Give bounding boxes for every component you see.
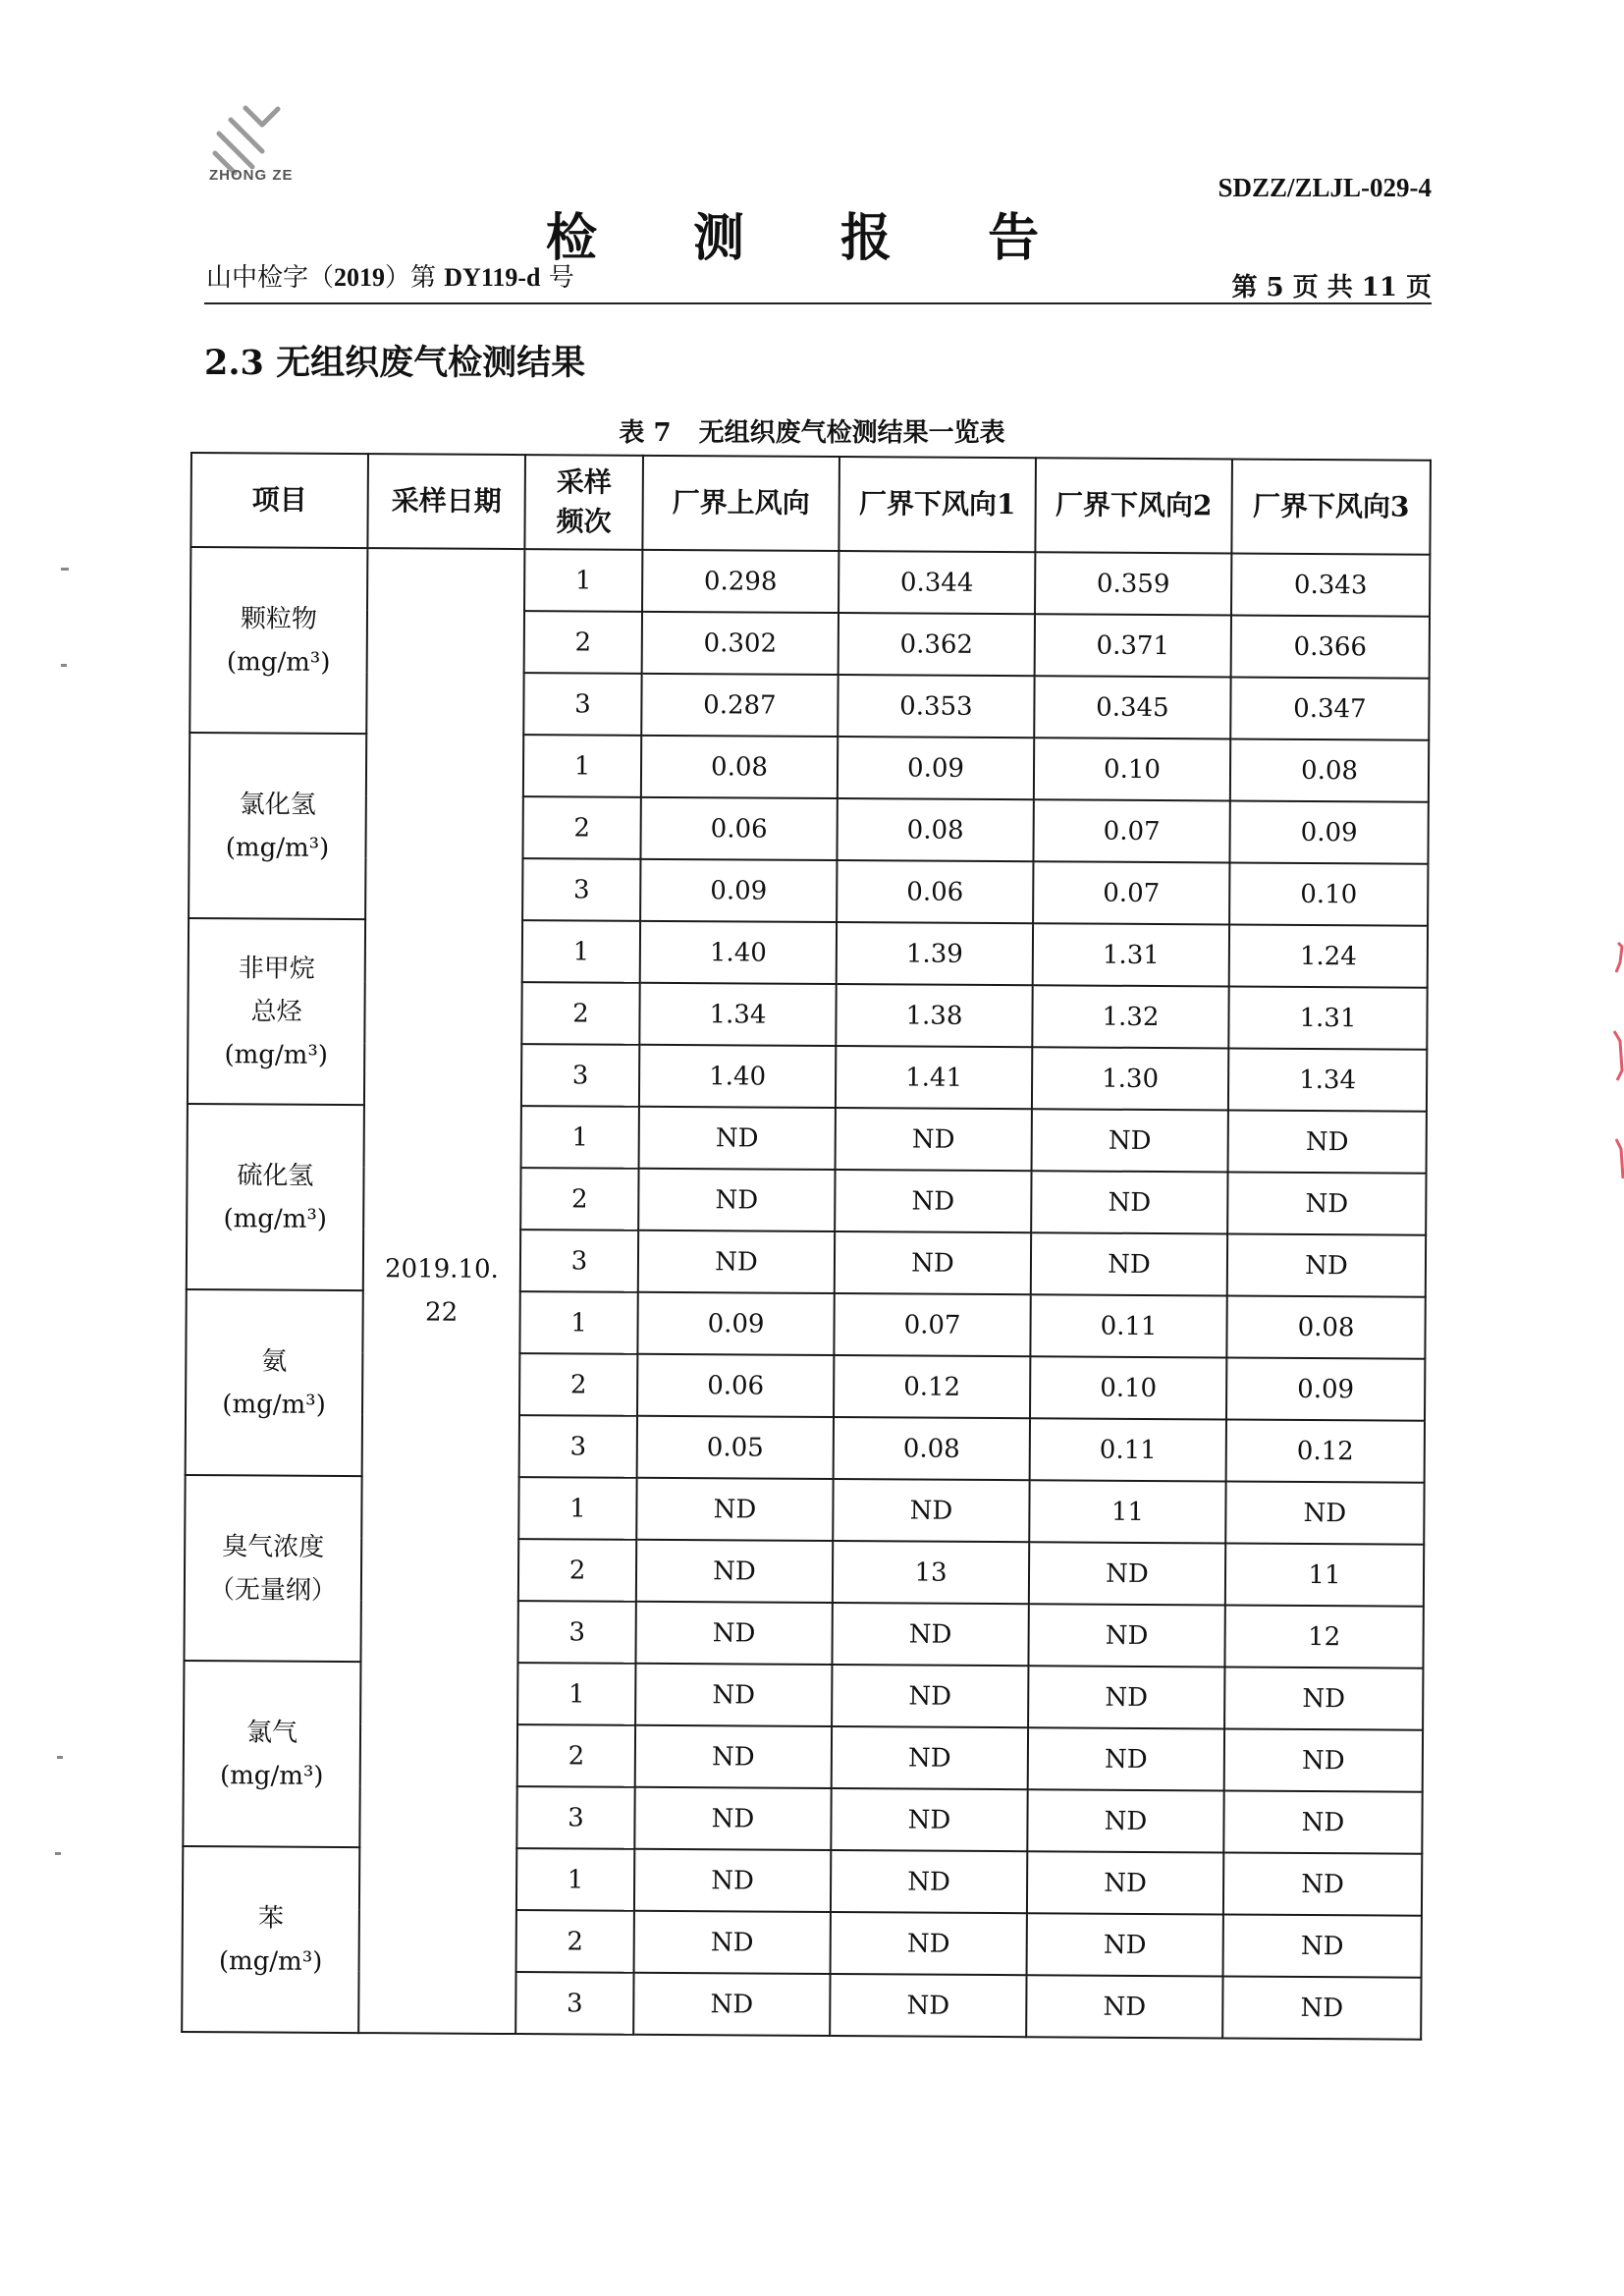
results-body xyxy=(182,547,1430,2040)
value-cell: 1.38 xyxy=(836,984,1032,1047)
header-divider xyxy=(204,302,1432,304)
item-name-line: (mg/m³) xyxy=(223,1203,328,1234)
item-name-line: 臭气浓度 xyxy=(222,1531,325,1562)
value-cell: 1.34 xyxy=(1228,1048,1427,1111)
item-name-line: 氯化氢 xyxy=(239,789,316,820)
value-cell: ND xyxy=(1228,1110,1427,1173)
value-cell: 1.40 xyxy=(639,1045,836,1108)
frequency-cell: 1 xyxy=(519,1291,637,1354)
value-cell: ND xyxy=(635,1602,832,1665)
value-cell: 1.39 xyxy=(837,922,1033,985)
value-cell: ND xyxy=(1224,1667,1423,1729)
frequency-cell: 3 xyxy=(521,1044,639,1107)
document-code: SDZZ/ZLJL-029-4 xyxy=(1218,173,1432,202)
frequency-cell: 1 xyxy=(517,1663,635,1725)
value-cell: ND xyxy=(1223,1852,1422,1915)
report-number-year: 2019 xyxy=(334,263,386,292)
header-date: 采样日期 xyxy=(367,454,525,549)
value-cell: ND xyxy=(636,1540,833,1603)
item-name-cell xyxy=(187,1104,364,1290)
value-cell: ND xyxy=(1227,1233,1426,1296)
value-cell: 0.10 xyxy=(1034,738,1230,800)
value-cell: 0.347 xyxy=(1230,677,1429,739)
value-cell: 0.06 xyxy=(640,797,837,860)
value-cell: ND xyxy=(635,1725,832,1788)
value-cell: 0.07 xyxy=(1033,799,1229,862)
frequency-cell: 2 xyxy=(521,982,639,1045)
value-cell: 0.08 xyxy=(1230,738,1429,801)
value-cell: 1.31 xyxy=(1228,986,1427,1049)
value-cell: 1.41 xyxy=(836,1046,1032,1109)
value-cell: 0.07 xyxy=(1033,861,1229,924)
item-name-line: 硫化氢 xyxy=(237,1160,314,1191)
value-cell: ND xyxy=(835,1231,1031,1294)
scan-mark xyxy=(61,568,69,571)
value-cell: ND xyxy=(1032,1109,1228,1172)
value-cell: ND xyxy=(1028,1604,1224,1667)
item-name-line: 氯气 xyxy=(245,1717,298,1748)
header-downwind-1: 厂界下风向1 xyxy=(839,457,1036,552)
report-number-suffix: 号 xyxy=(540,263,574,293)
report-title: 检 测 报 告 xyxy=(545,208,1079,268)
item-name-cell xyxy=(189,547,367,734)
frequency-cell: 2 xyxy=(516,1910,634,1973)
value-cell: ND xyxy=(638,1230,835,1293)
value-cell: 0.07 xyxy=(834,1293,1030,1356)
frequency-cell: 3 xyxy=(515,1972,633,2035)
scan-mark xyxy=(55,1852,61,1855)
frequency-cell: 3 xyxy=(523,673,641,736)
value-cell: 0.09 xyxy=(838,737,1034,799)
value-cell: ND xyxy=(1027,1851,1223,1914)
frequency-cell: 2 xyxy=(524,611,642,674)
sampling-date-line1: 2019.10. xyxy=(384,1254,499,1285)
value-cell: ND xyxy=(636,1478,833,1541)
value-cell: ND xyxy=(1223,1790,1422,1853)
header-downwind-3: 厂界下风向3 xyxy=(1231,459,1431,554)
frequency-cell: 2 xyxy=(518,1539,636,1602)
frequency-cell: 1 xyxy=(516,1848,634,1911)
value-cell: 0.298 xyxy=(642,550,839,613)
value-cell: 0.10 xyxy=(1229,862,1428,925)
value-cell: ND xyxy=(1026,1975,1222,2038)
item-name-line: 氨 xyxy=(261,1345,288,1377)
value-cell: ND xyxy=(634,1787,831,1850)
value-cell: 0.344 xyxy=(839,551,1035,614)
value-cell: ND xyxy=(1027,1913,1223,1976)
value-cell: ND xyxy=(1028,1727,1224,1790)
value-cell: ND xyxy=(831,1788,1027,1851)
value-cell: ND xyxy=(1222,1976,1421,2039)
item-name-line: (mg/m³) xyxy=(224,1039,329,1070)
value-cell: 0.05 xyxy=(637,1416,834,1479)
frequency-cell: 1 xyxy=(521,1106,639,1169)
frequency-cell: 3 xyxy=(519,1415,637,1478)
header-frequency xyxy=(524,455,643,550)
value-cell: ND xyxy=(1029,1542,1225,1605)
value-cell: 1.40 xyxy=(640,921,837,984)
value-cell: ND xyxy=(835,1170,1031,1232)
value-cell: 0.371 xyxy=(1035,614,1231,677)
scan-mark xyxy=(61,664,67,667)
table-caption-text: 无组织废气检测结果一览表 xyxy=(698,418,1005,448)
value-cell: ND xyxy=(831,1850,1027,1913)
value-cell: 1.30 xyxy=(1032,1047,1228,1110)
frequency-cell: 3 xyxy=(520,1230,638,1292)
frequency-cell: 3 xyxy=(516,1786,634,1849)
item-name-cell xyxy=(189,733,366,919)
value-cell: 0.366 xyxy=(1231,615,1430,678)
frequency-cell: 1 xyxy=(518,1477,636,1540)
item-name-line: (mg/m³) xyxy=(225,832,330,863)
value-cell: ND xyxy=(1031,1232,1227,1295)
value-cell: 12 xyxy=(1224,1605,1423,1667)
value-cell: 0.302 xyxy=(642,612,839,675)
value-cell: 0.359 xyxy=(1035,552,1231,615)
value-cell: 0.353 xyxy=(838,675,1034,738)
frequency-cell: 3 xyxy=(517,1601,635,1664)
value-cell: ND xyxy=(634,1911,831,1974)
value-cell: 0.08 xyxy=(834,1417,1030,1480)
report-number xyxy=(206,257,574,294)
frequency-cell: 2 xyxy=(520,1168,638,1230)
value-cell: 11 xyxy=(1029,1480,1225,1543)
header-frequency-line2: 频次 xyxy=(556,505,612,538)
value-cell: ND xyxy=(836,1108,1032,1171)
value-cell: ND xyxy=(1225,1481,1424,1544)
header-downwind-2: 厂界下风向2 xyxy=(1035,458,1232,553)
item-name-line: (mg/m³) xyxy=(219,1760,324,1791)
table-caption-number: 表 7 xyxy=(619,418,672,448)
value-cell: 1.24 xyxy=(1229,924,1428,987)
report-number-code: DY119-d xyxy=(444,263,541,292)
value-cell: 0.09 xyxy=(640,859,837,922)
frequency-cell: 3 xyxy=(522,858,640,921)
value-cell: 0.08 xyxy=(1226,1295,1425,1358)
value-cell: 0.362 xyxy=(839,613,1035,676)
header-item: 项目 xyxy=(190,453,368,548)
frequency-cell: 1 xyxy=(524,549,642,612)
header-upwind: 厂界上风向 xyxy=(642,456,839,551)
sampling-date-cell xyxy=(358,548,524,2034)
item-name-cell xyxy=(182,1846,359,2033)
value-cell: 0.10 xyxy=(1030,1356,1226,1419)
item-name-line: （无量纲） xyxy=(208,1574,338,1606)
page-info: 第 5 页 共 11 页 xyxy=(1231,273,1432,302)
results-table xyxy=(181,452,1432,2041)
value-cell: ND xyxy=(638,1169,835,1231)
item-name-line: (mg/m³) xyxy=(226,646,331,678)
value-cell: ND xyxy=(635,1664,832,1726)
value-cell: 1.34 xyxy=(639,983,836,1046)
value-cell: ND xyxy=(634,1849,831,1912)
value-cell: 0.345 xyxy=(1034,676,1230,738)
value-cell: ND xyxy=(1227,1172,1426,1234)
value-cell: 0.11 xyxy=(1030,1418,1226,1481)
value-cell: 0.08 xyxy=(837,798,1033,861)
item-name-line: 非甲烷 xyxy=(238,953,315,984)
frequency-cell: 2 xyxy=(519,1353,637,1416)
value-cell: 0.08 xyxy=(641,736,838,798)
item-name-cell xyxy=(184,1475,361,1662)
table-header-row xyxy=(190,453,1431,555)
value-cell: ND xyxy=(1224,1728,1423,1791)
table-caption xyxy=(0,412,1624,449)
value-cell: ND xyxy=(1027,1789,1223,1852)
value-cell: 0.06 xyxy=(637,1354,834,1417)
item-name-line: (mg/m³) xyxy=(222,1389,326,1420)
frequency-cell: 2 xyxy=(522,796,640,859)
value-cell: ND xyxy=(1031,1171,1227,1233)
value-cell: ND xyxy=(639,1107,836,1170)
item-name-cell xyxy=(188,918,365,1105)
value-cell: ND xyxy=(1028,1666,1224,1728)
value-cell: 0.06 xyxy=(837,860,1033,923)
value-cell: ND xyxy=(633,1973,830,2036)
logo-text: ZHONG ZE xyxy=(209,167,294,184)
value-cell: ND xyxy=(831,1912,1027,1975)
seal-stamp-fragment xyxy=(1608,933,1624,1228)
table-row xyxy=(190,547,1430,617)
value-cell: 0.11 xyxy=(1030,1294,1226,1357)
value-cell: ND xyxy=(832,1726,1028,1789)
scan-mark xyxy=(57,1756,63,1759)
report-number-mid: ）第 xyxy=(385,263,445,293)
item-name-line: 苯 xyxy=(257,1902,284,1934)
value-cell: 0.09 xyxy=(1229,800,1428,863)
frequency-cell: 1 xyxy=(523,735,641,797)
item-name-line: 总烃 xyxy=(250,996,302,1027)
frequency-cell: 1 xyxy=(522,920,640,983)
value-cell: ND xyxy=(1223,1914,1422,1977)
report-number-prefix: 山中检字（ xyxy=(206,263,335,293)
value-cell: 0.09 xyxy=(1226,1357,1425,1420)
section-title: 2.3 无组织废气检测结果 xyxy=(204,343,586,383)
value-cell: ND xyxy=(830,1974,1026,2037)
item-name-line: 颗粒物 xyxy=(240,603,318,634)
item-name-cell xyxy=(186,1289,363,1476)
value-cell: ND xyxy=(832,1665,1028,1727)
header-frequency-line1: 采样 xyxy=(556,465,612,499)
sampling-date-line2: 22 xyxy=(425,1297,459,1328)
value-cell: ND xyxy=(833,1479,1029,1542)
value-cell: 13 xyxy=(833,1541,1029,1604)
value-cell: 1.32 xyxy=(1032,985,1228,1048)
value-cell: 1.31 xyxy=(1033,923,1229,986)
value-cell: ND xyxy=(832,1603,1028,1666)
value-cell: 0.12 xyxy=(1226,1419,1425,1482)
item-name-line: (mg/m³) xyxy=(218,1945,323,1977)
item-name-cell xyxy=(183,1661,360,1847)
value-cell: 0.343 xyxy=(1231,553,1430,616)
value-cell: 0.287 xyxy=(641,674,838,737)
value-cell: 0.09 xyxy=(637,1292,834,1355)
value-cell: 0.12 xyxy=(834,1355,1030,1418)
frequency-cell: 2 xyxy=(517,1724,635,1787)
value-cell: 11 xyxy=(1225,1543,1424,1606)
